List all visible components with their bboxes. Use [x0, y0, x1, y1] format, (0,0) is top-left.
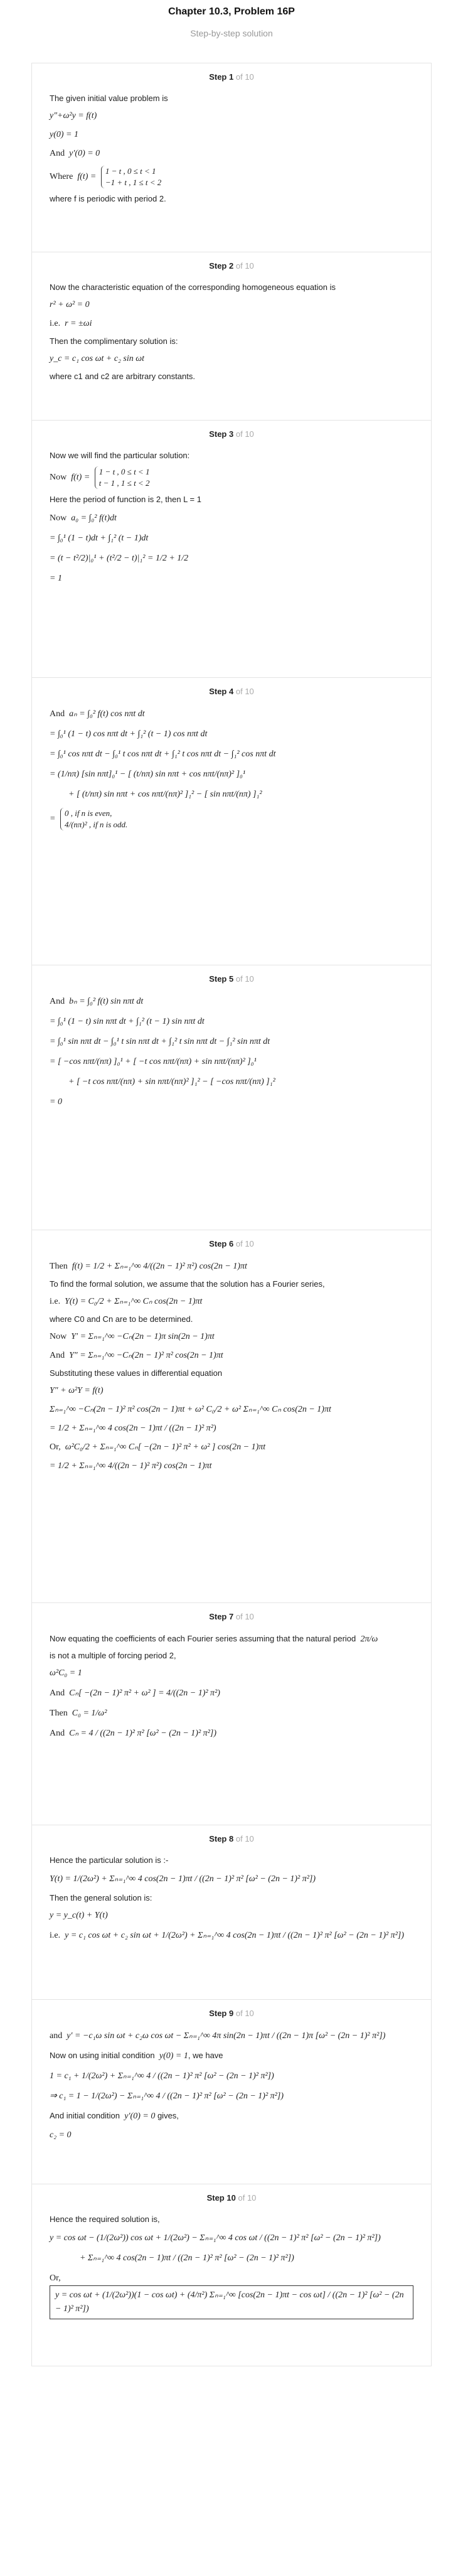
final-answer-box: y = cos ωt + (1/(2ω²))(1 − cos ωt) + (4/π²) Σₙ₌₁^∞ [cos(2n − 1)πt − cos ωt] / ((2n − 1)² [ω² − (2n − 1)² π²]): [50, 2285, 413, 2319]
step-header: Step 5 of 10: [209, 974, 254, 984]
equation: = 0: [50, 1097, 62, 1107]
step-7: Step 7 of 10 Now equating the coefficients of each Fourier series assuming that the natural period 2π/ω is not a multiple of forcing period 2, ω²C₀ = 1 And Cₙ[ −(2n − 1)² π² + ω² ] = 4/((2n − 1)² π²) Then C₀ = 1/ω² And Cₙ = 4 / ((2n − 1)² π² [ω² − (2n − 1)² π²]): [31, 1603, 432, 1825]
step-text: Then the general solution is:: [50, 1893, 152, 1902]
equation: y_c = c₁ cos ωt + c₂ sin ωt: [50, 354, 145, 363]
equation: y = c₁ cos ωt + c₂ sin ωt + 1/(2ω²) + Σₙ₌₁^∞ 4 cos(2n − 1)πt / ((2n − 1)² π² [ω² − (2n − 1)² π²]): [65, 1931, 404, 1940]
step-text: where C0 and Cn are to be determined.: [50, 1314, 193, 1324]
step-1: Step 1 of 10 The given initial value problem is y″+ω²y = f(t) y(0) = 1 And y′(0) = 0 Where f(t) = 1 − t , 0 ≤ t < 1 −1 + t , 1 ≤ t < 2 where f is periodic with period 2.: [31, 63, 432, 252]
equation: Y(t) = 1/(2ω²) + Σₙ₌₁^∞ 4 cos(2n − 1)πt / ((2n − 1)² π² [ω² − (2n − 1)² π²]): [50, 1874, 316, 1884]
equation: y″+ω²y = f(t): [50, 111, 97, 121]
equation: = (1/nπ) [sin nπt]₀¹ − [ (t/nπ) sin nπt + cos nπt/(nπ)² ]₀¹: [50, 770, 246, 779]
equation: y = cos ωt − (1/(2ω²)) cos ωt + 1/(2ω²) − Σₙ₌₁^∞ 4 cos ωt / ((2n − 1)² π² [ω² − (2n − 1)² π²]): [50, 2233, 381, 2243]
step-header: Step 6 of 10: [209, 1239, 254, 1248]
equation: a₀ = ∫₀² f(t)dt: [71, 513, 117, 523]
equation: Cₙ = 4 / ((2n − 1)² π² [ω² − (2n − 1)² π²]): [69, 1729, 216, 1738]
equation: ω²C₀ = 1: [50, 1668, 82, 1678]
equation: = ∫₀¹ cos nπt dt − ∫₀¹ t cos nπt dt + ∫₁² t cos nπt dt − ∫₁² cos nπt dt: [50, 749, 276, 759]
equation: = ∫₀¹ (1 − t)dt + ∫₁² (t − 1)dt: [50, 534, 149, 543]
step-3: Step 3 of 10 Now we will find the particular solution: Now f(t) = 1 − t , 0 ≤ t < 1 t − 1 , 1 ≤ t < 2 Here the period of function is 2, then L = 1 Now a₀ = ∫₀² f(t)dt = ∫₀¹ (1 − t)dt + ∫₁² (t − 1)dt = (t − t²/2)|₀¹ + (t²/2 − t)|₁² = 1/2 + 1/2 = 1: [31, 421, 432, 678]
step-6: Step 6 of 10 Then f(t) = 1/2 + Σₙ₌₁^∞ 4/((2n − 1)² π²) cos(2n − 1)πt To find the formal solution, we assume that the solution has a Fourier series, i.e. Y(t) = C₀/2 + Σₙ₌₁^∞ Cₙ cos(2n − 1)πt where C0 and Cn are to be determined. Now Y′ = Σₙ₌₁^∞ −Cₙ(2n − 1)π sin(2n − 1)πt And Y″ = Σₙ₌₁^∞ −Cₙ(2n − 1)² π² cos(2n − 1)πt Substituting these values in differential equation Y″ + ω²Y = f(t) Σₙ₌₁^∞ −Cₙ(2n − 1)² π² cos(2n − 1)πt + ω² C₀/2 + ω² Σₙ₌₁^∞ Cₙ cos(2n − 1)πt = 1/2 + Σₙ₌₁^∞ 4 cos(2n − 1)πt / ((2n − 1)² π²) Or, ω²C₀/2 + Σₙ₌₁^∞ Cₙ[ −(2n − 1)² π² + ω² ] cos(2n − 1)πt = 1/2 + Σₙ₌₁^∞ 4/((2n − 1)² π²) cos(2n − 1)πt: [31, 1230, 432, 1603]
period-expression: 2π/ω: [360, 1634, 378, 1644]
step-text: Substituting these values in differential equation: [50, 1368, 223, 1378]
step-header: Step 10 of 10: [206, 2193, 257, 2203]
step-header: Step 2 of 10: [209, 261, 254, 271]
equation: y′ = −c₁ω sin ωt + c₂ω cos ωt − Σₙ₌₁^∞ 4π sin(2n − 1)πt / ((2n − 1)π [ω² − (2n − 1)² π²]): [67, 2031, 386, 2041]
equation: y = y_c(t) + Y(t): [50, 1911, 108, 1920]
equation: f(t) = 1/2 + Σₙ₌₁^∞ 4/((2n − 1)² π²) cos(2n − 1)πt: [72, 1262, 247, 1271]
page-title: Chapter 10.3, Problem 16P: [168, 6, 295, 17]
page-subtitle: Step-by-step solution: [190, 28, 273, 38]
equation: aₙ = ∫₀² f(t) cos nπt dt: [69, 709, 145, 719]
step-text: And initial condition y′(0) = 0 gives,: [50, 2111, 179, 2121]
step-text: Hence the required solution is,: [50, 2214, 160, 2224]
equation: = 1/2 + Σₙ₌₁^∞ 4 cos(2n − 1)πt / ((2n − 1)² π²): [50, 1424, 216, 1433]
equation: = 1: [50, 574, 62, 583]
step-text: To find the formal solution, we assume that the solution has a Fourier series,: [50, 1279, 325, 1289]
page-header: [0, 0, 463, 39]
equation: r = ±ωi: [65, 319, 92, 328]
step-text: Now the characteristic equation of the corresponding homogeneous equation is: [50, 282, 336, 292]
step-header: Step 7 of 10: [209, 1612, 254, 1621]
equation: = [ −cos nπt/(nπ) ]₀¹ + [ −t cos nπt/(nπ) + sin nπt/(nπ)² ]₀¹: [50, 1057, 257, 1066]
equation: r² + ω² = 0: [50, 300, 90, 309]
step-text: where c1 and c2 are arbitrary constants.: [50, 372, 195, 381]
equation: 1 = c₁ + 1/(2ω²) + Σₙ₌₁^∞ 4 / ((2n − 1)² π² [ω² − (2n − 1)² π²]): [50, 2071, 274, 2081]
step-8: Step 8 of 10 Hence the particular solution is :- Y(t) = 1/(2ω²) + Σₙ₌₁^∞ 4 cos(2n − 1)πt / ((2n − 1)² π² [ω² − (2n − 1)² π²]) Then the general solution is: y = y_c(t) + Y(t) i.e. y = c₁ cos ωt + c₂ sin ωt + 1/(2ω²) + Σₙ₌₁^∞ 4 cos(2n − 1)πt / ((2n − 1)² π² [ω² − (2n − 1)² π²]): [31, 1825, 432, 2000]
piecewise-brace: 1 − t , 0 ≤ t < 1 −1 + t , 1 ≤ t < 2: [101, 166, 161, 188]
step-5: Step 5 of 10 And bₙ = ∫₀² f(t) sin nπt dt = ∫₀¹ (1 − t) sin nπt dt + ∫₁² (t − 1) sin nπt dt = ∫₀¹ sin nπt dt − ∫₀¹ t sin nπt dt + ∫₁² t sin nπt dt − ∫₁² sin nπt dt = [ −cos nπt/(nπ) ]₀¹ + [ −t cos nπt/(nπ) + sin nπt/(nπ)² ]₀¹ + [ −t cos nπt/(nπ) + sin nπt/(nπ)² ]₁² − [ −cos nπt/(nπ) ]₁² = 0: [31, 965, 432, 1230]
step-text: where f is periodic with period 2.: [50, 194, 166, 203]
step-header: Step 9 of 10: [209, 2009, 254, 2018]
step-text: Now equating the coefficients of each Fourier series assuming that the natural period 2π/ω: [50, 1634, 378, 1644]
step-2: Step 2 of 10 Now the characteristic equation of the corresponding homogeneous equation is r² + ω² = 0 i.e. r = ±ωi Then the complimentary solution is: y_c = c₁ cos ωt + c₂ sin ωt where c1 and c2 are arbitrary constants.: [31, 252, 432, 421]
step-text: Then the complimentary solution is:: [50, 336, 178, 346]
equation: C₀ = 1/ω²: [72, 1709, 107, 1718]
step-text: Hence the particular solution is :-: [50, 1855, 169, 1865]
step-header: Step 4 of 10: [209, 687, 254, 696]
step-header: Step 3 of 10: [209, 429, 254, 439]
equation: Y″ = Σₙ₌₁^∞ −Cₙ(2n − 1)² π² cos(2n − 1)πt: [69, 1351, 223, 1360]
equation: = 1/2 + Σₙ₌₁^∞ 4/((2n − 1)² π²) cos(2n − 1)πt: [50, 1461, 212, 1471]
equation: c₂ = 0: [50, 2130, 72, 2140]
equation: Y(t) = C₀/2 + Σₙ₌₁^∞ Cₙ cos(2n − 1)πt: [65, 1297, 203, 1306]
equation: = ∫₀¹ sin nπt dt − ∫₀¹ t sin nπt dt + ∫₁² t sin nπt dt − ∫₁² sin nπt dt: [50, 1037, 270, 1046]
step-4: Step 4 of 10 And aₙ = ∫₀² f(t) cos nπt dt = ∫₀¹ (1 − t) cos nπt dt + ∫₁² (t − 1) cos nπt dt = ∫₀¹ cos nπt dt − ∫₀¹ t cos nπt dt + ∫₁² t cos nπt dt − ∫₁² cos nπt dt = (1/nπ) [sin nπt]₀¹ − [ (t/nπ) sin nπt + cos nπt/(nπ)² ]₀¹ + [ (t/nπ) sin nπt + cos nπt/(nπ)² ]₁² − [ sin nπt/(nπ) ]₁² = 0 , if n is even, 4/(nπ)² , if n is odd.: [31, 678, 432, 965]
step-text: Now on using initial condition y(0) = 1, we have: [50, 2051, 223, 2061]
equation: y′(0) = 0: [69, 149, 100, 158]
equation: ⇒ c₁ = 1 − 1/(2ω²) − Σₙ₌₁^∞ 4 / ((2n − 1)² π² [ω² − (2n − 1)² π²]): [50, 2091, 284, 2101]
equation: + [ −t cos nπt/(nπ) + sin nπt/(nπ)² ]₁² − [ −cos nπt/(nπ) ]₁²: [68, 1077, 275, 1087]
piecewise-brace: 0 , if n is even, 4/(nπ)² , if n is odd.: [60, 808, 127, 830]
equation: = ∫₀¹ (1 − t) cos nπt dt + ∫₁² (t − 1) cos nπt dt: [50, 729, 208, 739]
steps-container: [31, 63, 432, 2366]
step-text: Now we will find the particular solution:: [50, 451, 190, 460]
step-text: is not a multiple of forcing period 2,: [50, 1651, 176, 1660]
equation: + [ (t/nπ) sin nπt + cos nπt/(nπ)² ]₁² − [ sin nπt/(nπ) ]₁²: [68, 790, 262, 799]
equation: ω²C₀/2 + Σₙ₌₁^∞ Cₙ[ −(2n − 1)² π² + ω² ] cos(2n − 1)πt: [65, 1442, 266, 1452]
step-text: Here the period of function is 2, then L = 1: [50, 495, 201, 504]
piecewise-brace: 1 − t , 0 ≤ t < 1 t − 1 , 1 ≤ t < 2: [95, 466, 150, 489]
step-text: The given initial value problem is: [50, 94, 168, 103]
step-10: Step 10 of 10 Hence the required solution is, y = cos ωt − (1/(2ω²)) cos ωt + 1/(2ω²) − Σₙ₌₁^∞ 4 cos ωt / ((2n − 1)² π² [ω² − (2n − 1)² π²]) + Σₙ₌₁^∞ 4 cos(2n − 1)πt / ((2n − 1)² π² [ω² − (2n − 1)² π²]) Or, y = cos ωt + (1/(2ω²))(1 − cos ωt) + (4/π²) Σₙ₌₁^∞ [cos(2n − 1)πt − cos ωt] / ((2n − 1)² [ω² − (2n − 1)² π²]): [31, 2184, 432, 2366]
equation: Y′ = Σₙ₌₁^∞ −Cₙ(2n − 1)π sin(2n − 1)πt: [71, 1332, 215, 1341]
equation: = ∫₀¹ (1 − t) sin nπt dt + ∫₁² (t − 1) sin nπt dt: [50, 1017, 205, 1026]
equation: bₙ = ∫₀² f(t) sin nπt dt: [69, 997, 144, 1006]
equation: + Σₙ₌₁^∞ 4 cos(2n − 1)πt / ((2n − 1)² π² [ω² − (2n − 1)² π²]): [80, 2253, 294, 2263]
step-9: Step 9 of 10 and y′ = −c₁ω sin ωt + c₂ω cos ωt − Σₙ₌₁^∞ 4π sin(2n − 1)πt / ((2n − 1)π [ω² − (2n − 1)² π²]) Now on using initial condition y(0) = 1, we have 1 = c₁ + 1/(2ω²) + Σₙ₌₁^∞ 4 / ((2n − 1)² π² [ω² − (2n − 1)² π²]) ⇒ c₁ = 1 − 1/(2ω²) − Σₙ₌₁^∞ 4 / ((2n − 1)² π² [ω² − (2n − 1)² π²]) And initial condition y′(0) = 0 gives, c₂ = 0: [31, 2000, 432, 2184]
step-header: Step 8 of 10: [209, 1834, 254, 1843]
equation: Cₙ[ −(2n − 1)² π² + ω² ] = 4/((2n − 1)² π²): [69, 1688, 220, 1698]
equation: Y″ + ω²Y = f(t): [50, 1386, 104, 1395]
step-header: Step 1 of 10: [209, 72, 254, 82]
equation: = (t − t²/2)|₀¹ + (t²/2 − t)|₁² = 1/2 + 1/2: [50, 554, 189, 563]
equation: y(0) = 1: [50, 130, 78, 139]
equation: Σₙ₌₁^∞ −Cₙ(2n − 1)² π² cos(2n − 1)πt + ω² C₀/2 + ω² Σₙ₌₁^∞ Cₙ cos(2n − 1)πt: [50, 1405, 331, 1414]
